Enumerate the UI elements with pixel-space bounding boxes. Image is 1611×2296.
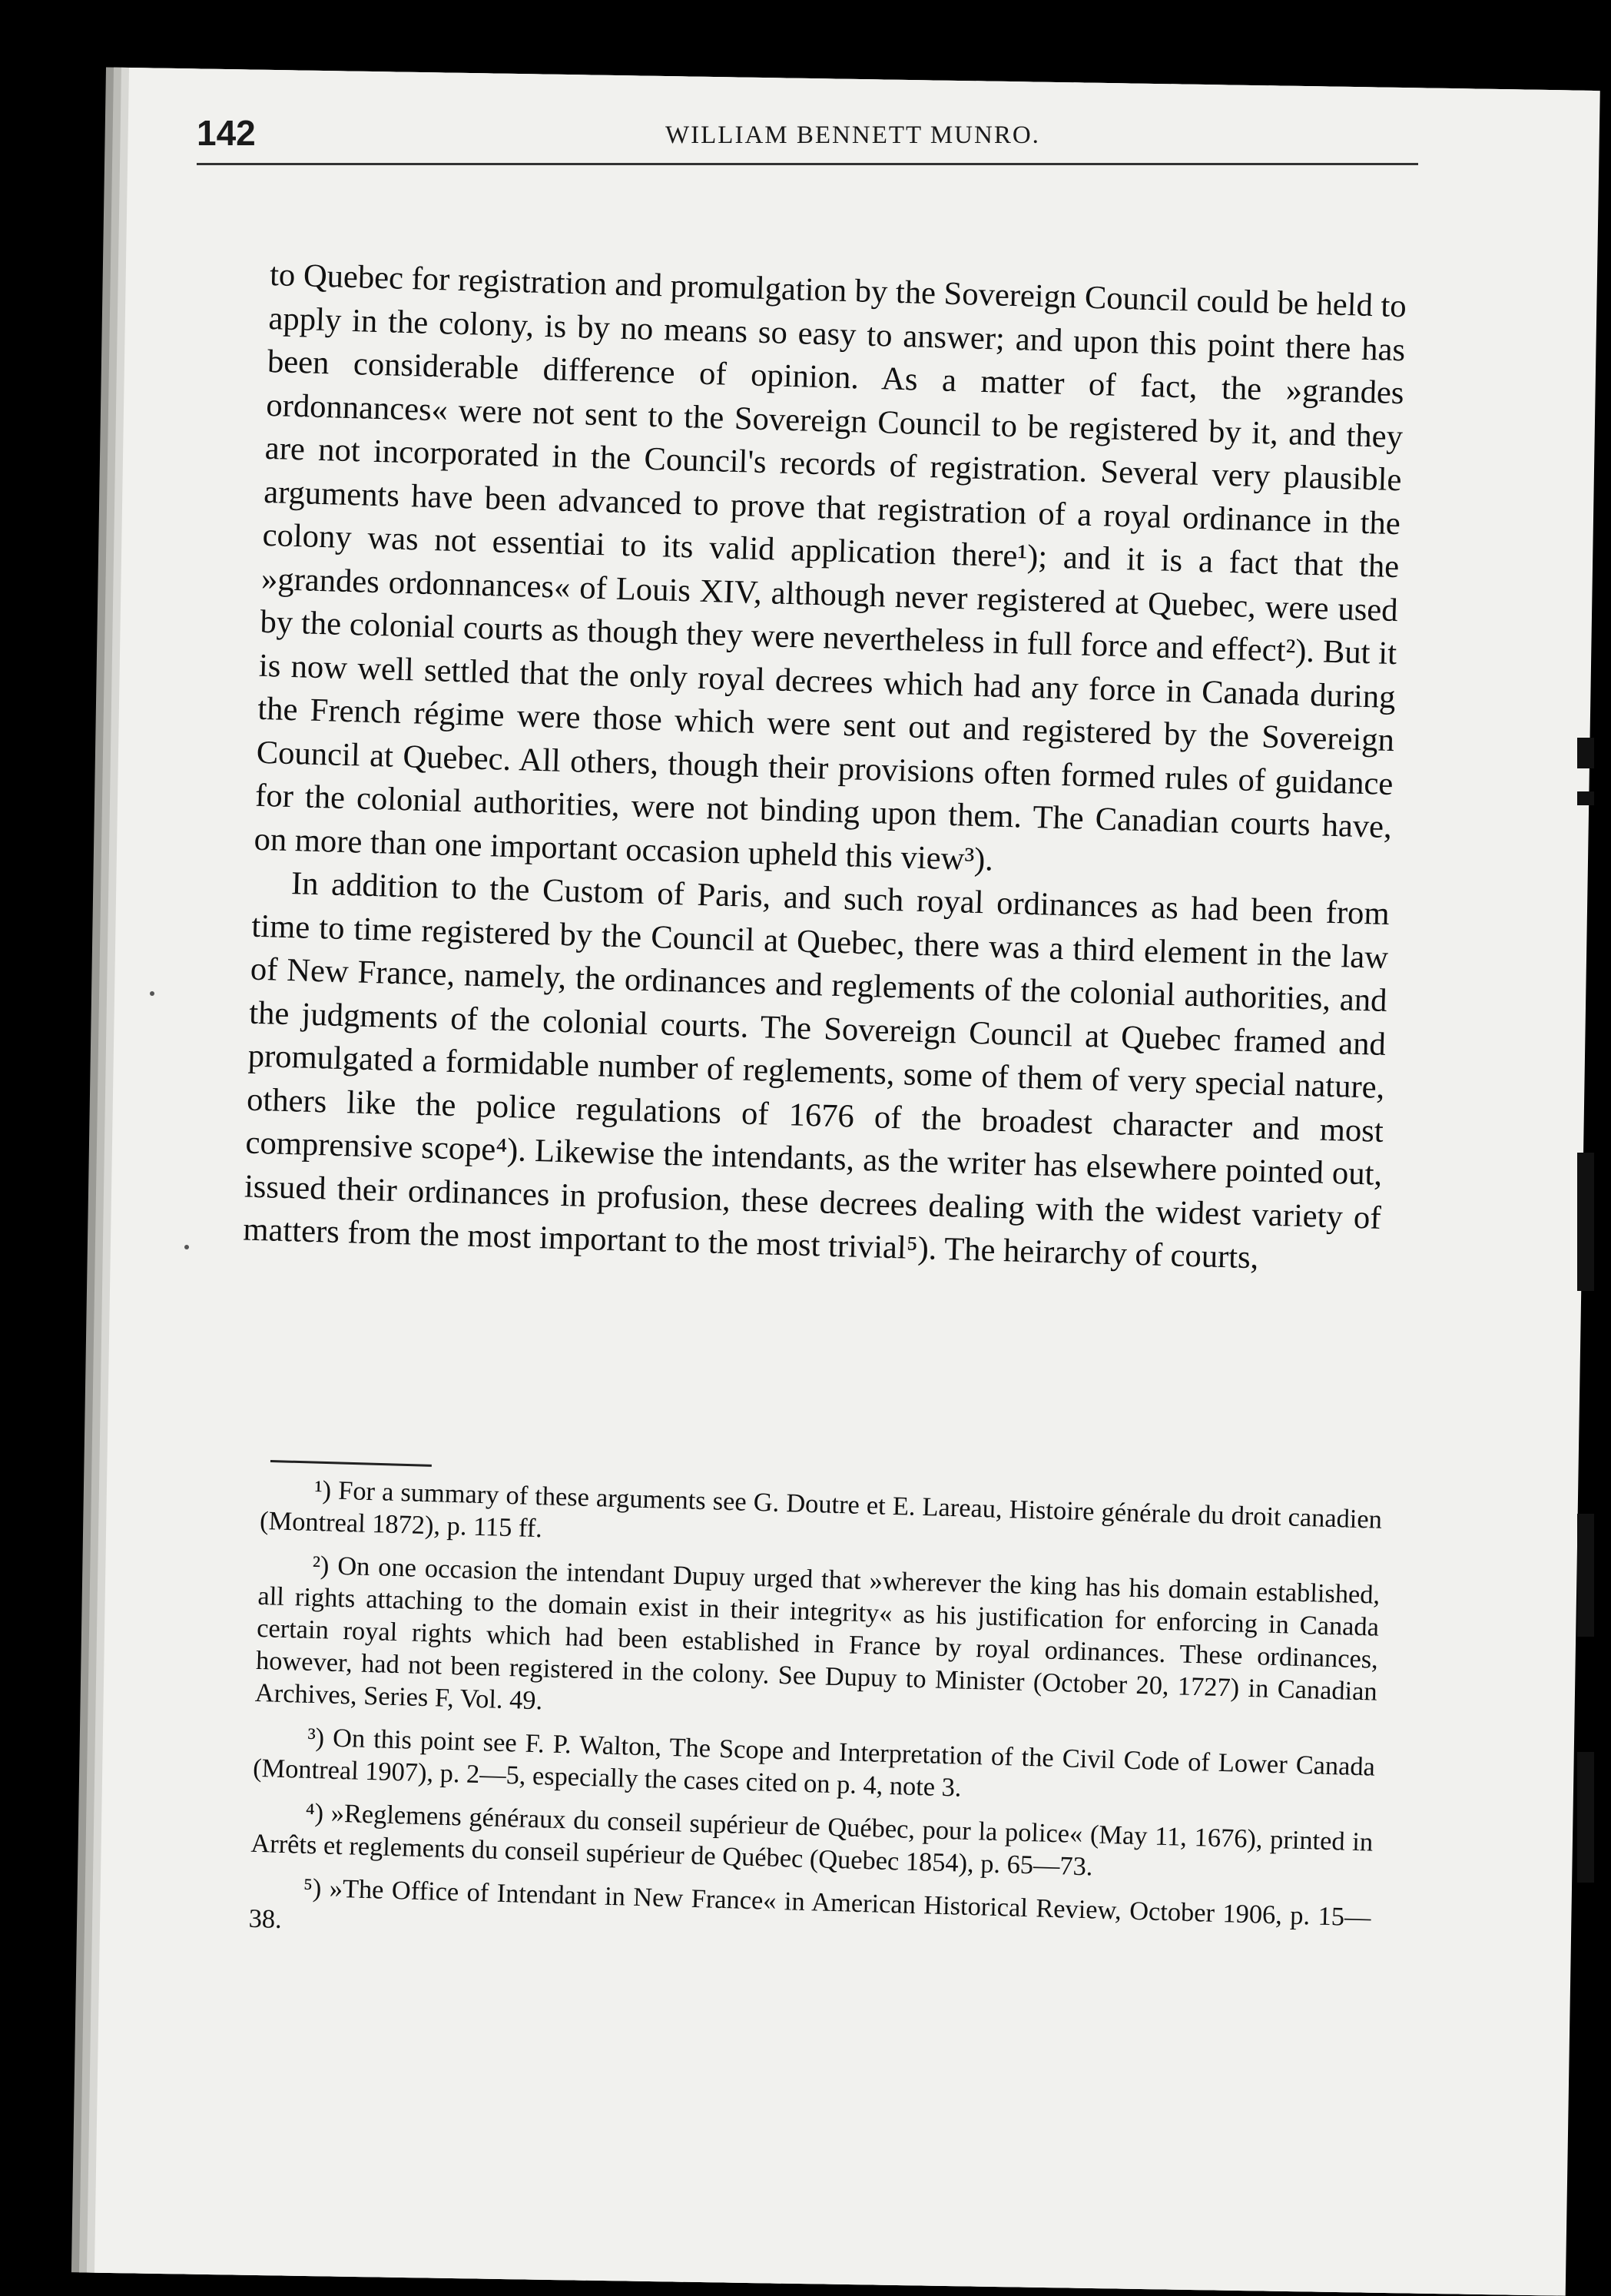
footnote: ³) On this point see F. P. Walton, The Scope and Interpretation of the Civil Code of Lower Canada (Montreal 1907), p. 2—5, especially the cases cited on p. 4, note 3. [252,1722,1376,1803]
body-text [243,254,1407,1283]
footnotes [248,1472,1383,1977]
header-rule [197,163,1418,165]
running-head: WILLIAM BENNETT MUNRO. [665,121,1040,149]
page-number: 142 [197,113,256,153]
footnote: ²) On one occasion the intendant Dupuy urged that »wherever the king has his domain established, all rights attaching to the domain exist in their integrity« as his justification for enforcing in Canada certain royal rights which had been established in France by royal ordinances. These ordinances, however, had not been registered in the colony. See Dupuy to Minister (October 20, 1727) in Canadian Archives, Series F, Vol. 49. [254,1550,1381,1716]
scan-speck [150,991,154,996]
body-paragraph: to Quebec for registration and promulgation by the Sovereign Council could be held to apply in the colony, is by no means so easy to answer; and upon this point there has been considerable difference of opinion. As a matter of fact, the »grandes ordonnances« were not sent to the Sovereign Council to be registered by it, and they are not incorporated in the Council's records of registration. Several very plausible arguments have been advanced to prove that registration of a royal ordinance in the colony was not essentiai to its valid application there¹); and it is a fact that the »grandes ordonnances« of Louis XIV, although never registered at Quebec, were used by the colonial courts as though they were nevertheless in full force and effect²). But it is now well settled that the only royal decrees which had any force in Canada during the French régime were those which were sent out and registered by the Sovereign Council at Quebec. All others, though their provisions often formed rules of guidance for the colonial authorities, were not binding upon them. The Canadian courts have, on more than one important occasion upheld this view³). [254,256,1407,878]
page-edge-tab-marks [1571,738,1594,1890]
footnote: ⁵) »The Office of Intendant in New France« in American Historical Review, October 1906, p. 15—38. [248,1873,1371,1934]
page-header [197,112,1426,166]
footnote: ⁴) »Reglemens généraux du conseil supérieur de Québec, pour la police« (May 11, 1676), printed in Arrêts et reglements du conseil supérieur de Québec (Quebec 1854), p. 65—73. [250,1797,1374,1882]
body-paragraph: In addition to the Custom of Paris, and such royal ordinances as had been from time to time registered by the Council at Quebec, there was a third element in the law of New France, namely, the ordinances and reglements of the colonial authorities, and the judgments of the colonial courts. The Sovereign Council at Quebec framed and promulgated a formidable number of reglements, some of them of very special nature, others like the police regulations of 1676 of the broadest character and most comprensive scope⁴). Likewise the intendants, as the writer has elsewhere pointed out, issued their ordinances in profusion, these decrees dealing with the widest variety of matters from the most important to the most trivial⁵). The heirarchy of courts, [242,865,1391,1276]
footnote: ¹) For a summary of these arguments see G. Doutre et E. Lareau, Histoire générale du droit canadien (Montreal 1872), p. 115 ff. [259,1475,1383,1544]
scan-speck [184,1245,189,1249]
